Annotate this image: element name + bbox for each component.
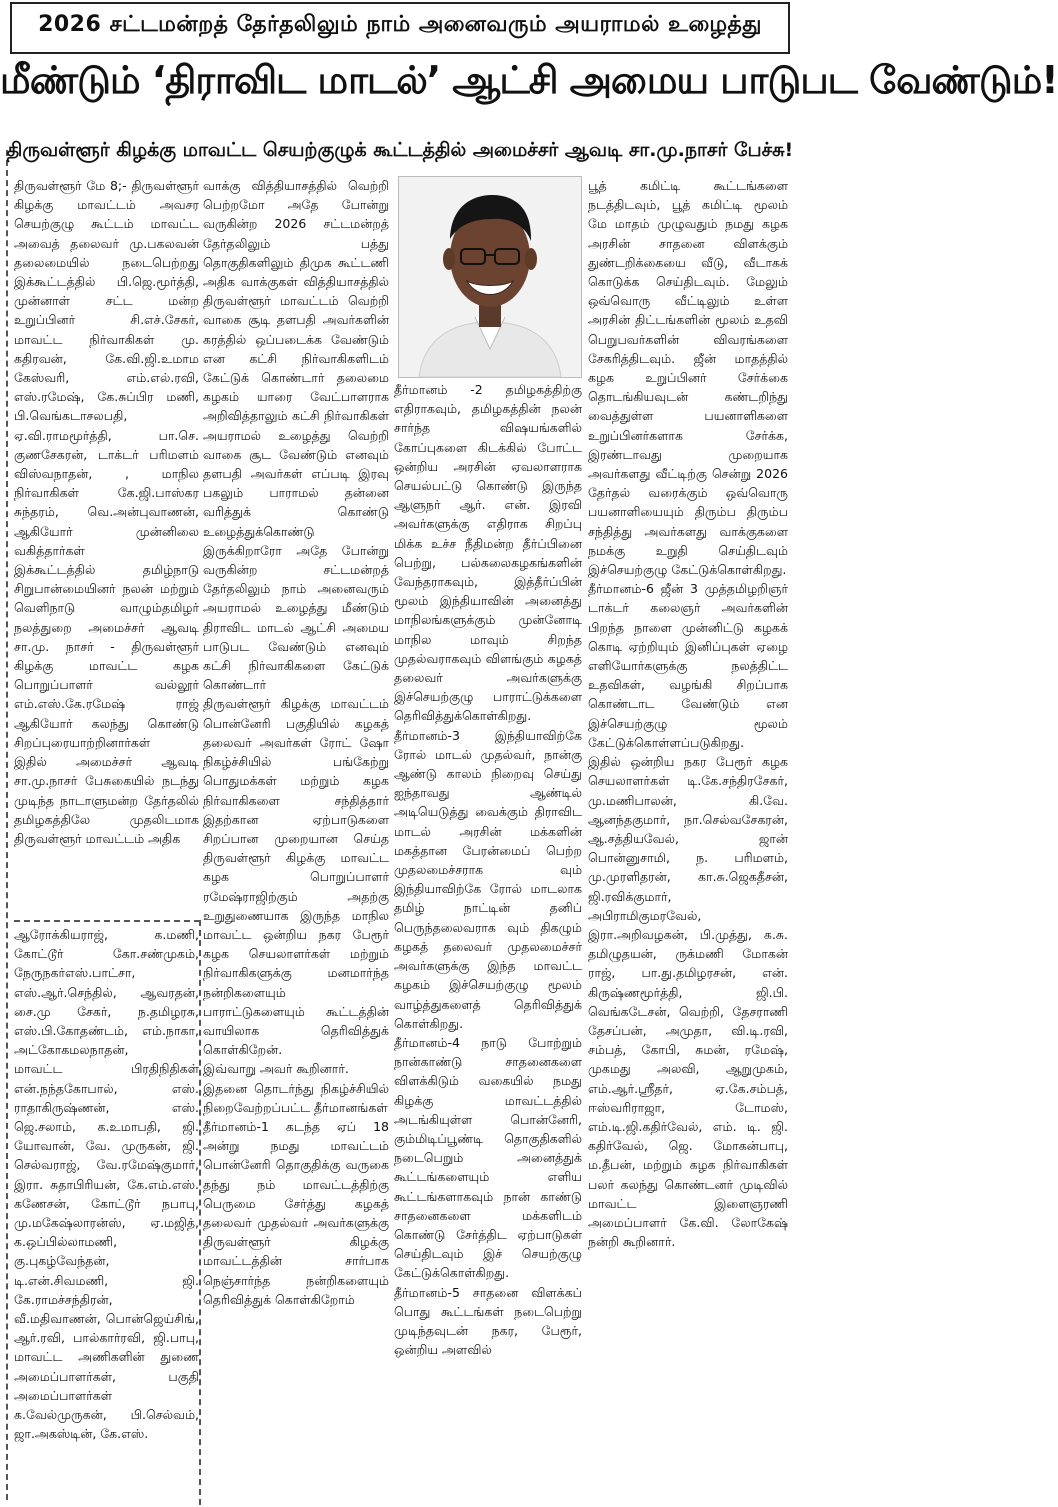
paragraph: பூத் கமிட்டி கூட்டங்களை நடத்திடவும், பூத் கமிட்டி மூலம் மே மாதம் முழுவதும் நமது கழக அரசின் சாதனை விளக்கும் துண்டறிக்கையை வீடு, வீடாகக் கொடுக்க செய்திடவும். மேலும் ஒவ்வொரு வீட்டிலும் உள்ள அரசின் திட்டங்களின் மூலம் உதவி பெறுபவர்களின் விவரங்களை சேகரித்திடவும். ஜீன் மாதத்தில் கழக உறுப்பினர் சேர்க்கை தொடங்கியவுடன் கண்டறிந்து வைத்துள்ள பயனாளிகளை உறுப்பினர்களாக சேர்க்க, இரண்டாவது முறையாக அவர்களது வீட்டிற்கு சென்று 2026 தேர்தல் வரைக்கும் ஒவ்வொரு பயனாளியையும் திரும்ப திரும்ப சந்தித்து அவர்களது வாக்குகளை நமக்கு உறுதி செய்திடவும் இச்செயற்குழு கேட்டுக்கொள்கிறது. bbox=[588, 178, 788, 578]
paragraph: இவ்வாறு அவர் கூறினார். bbox=[203, 1061, 349, 1077]
paragraph: இதனை தொடர்ந்து நிகழ்ச்சியில் நிறைவேற்றப்பட்ட தீர்மானங்கள் bbox=[203, 1080, 389, 1115]
paragraph: மாவட்ட பிரதிநிதிகள் என்.நந்தகோபால், எஸ். ராதாகிருஷ்ணன், எஸ். ஜெ.சலாம், க.உமாபதி, ஜி. யோவான், வே. முருகன், ஜி. செல்வராஜ், வே.ரமேஷ்குமார், இரா. சுதாபிரியன், கே.எம்.எஸ். கணேசன், கோட்டூர் நபாபு, மு.மகேஷ்லாரன்ஸ், ஏ.மஜித், க.ஒப்பில்லாமணி, கு.புகழ்வேந்தன், டி.என்.சிவமணி, ஜி. கே.ராமச்சந்திரன், வீ.மதிவாணன், பொன்ஜெய்சிங், ஆர்.ரவி, பால்கார்ரவி, ஜி.பாபு, மாவட்ட அணிகளின் துணை அமைப்பாளர்கள், பகுதி அமைப்பாளர்கள் க.வேல்முருகன், பி.செல்வம், ஜா.அகஸ்டின், கே.எஸ். bbox=[14, 1061, 199, 1442]
kicker-line: 2026 சட்டமன்றத் தேர்தலிலும் நாம் அனைவரும் அயராமல் உழைத்து bbox=[38, 12, 762, 37]
article-column-1-continued bbox=[14, 925, 199, 1443]
paragraph: தீர்மானம்-3 இந்தியாவிற்கே ரோல் மாடல் முதல்வர், நான்கு ஆண்டு காலம் நிறைவு செய்து ஐந்தாவது ஆண்டில் அடியெடுத்து வைக்கும் திராவிட மாடல் அரசின் மக்களின் மகத்தான பேரன்மைப் பெற்ற முதலமைச்சராக வும் இந்தியாவிற்கே ரோல் மாடலாக தமிழ் நாட்டின் தனிப் பெருந்தலைவராக வும் திகழும் கழகத் தலைவர் முதலமைச்சர் அவர்களுக்கு இந்த மாவட்ட கழகம் இச்செயற்குழு மூலம் வாழ்த்துகளைத் தெரிவித்துக் கொள்கிறது. bbox=[394, 727, 582, 1031]
paragraph: தீர்மானம் -2 தமிழகத்திற்கு எதிராகவும், தமிழகத்தின் நலன் சார்ந்த விஷயங்களில் கோப்புகளை கிடக்கில் போட்ட ஒன்றிய அரசின் ஏவலாளராக செயல்பட்டு கொண்டு இருந்த ஆளுநர் ஆர். என். இரவி அவர்களுக்கு எதிராக சிறப்பு மிக்க உச்ச நீதிமன்ற தீர்ப்பினை பெற்று, பல்கலைகழகங்களின் வேந்தராகவும், இத்தீர்ப்பின் மூலம் இந்தியாவின் அனைத்து மாநிலங்களுக்கும் முன்னோடி மாநில மாவும் சிறந்த முதல்வராகவும் விளங்கும் கழகத் தலைவர் அவர்களுக்கு இச்செயற்குழு பாராட்டுக்களை தெரிவித்துக்கொள்கிறது. bbox=[394, 382, 582, 724]
paragraph: திருவள்ளூர் கிழக்கு மாவட்டம் பொன்னேரி பகுதியில் கழகத் தலைவர் அவர்கள் ரோட் ஷோ நிகழ்ச்சியில் பங்கேற்று பொதுமக்கள் மற்றும் கழக நிர்வாகிகளை சந்தித்தார் இதற்கான ஏற்பாடுகளை சிறப்பான முறையான செய்த திருவள்ளூர் கிழக்கு மாவட்ட கழக பொறுப்பாளர் ரமேஷ்ராஜிற்கும் அதற்கு உறுதுணையாக இருந்த மாநில மாவட்ட ஒன்றிய நகர பேரூர் கழக செயலாளர்கள் மற்றும் நிர்வாகிகளுக்கு மனமார்ந்த நன்றிகளையும் பாராட்டுகளையும் கூட்டத்தின் வாயிலாக தெரிவித்துக் கொள்கிறேன். bbox=[203, 696, 389, 1058]
paragraph: இதில் ஒன்றிய நகர பேரூர் கழக செயலாளர்கள் டி.கே.சந்திரசேகர், மு.மணிபாலன், கி.வே. ஆனந்தகுமார், நா.செல்வசேகரன், ஆ.சத்தியவேல், ஜான் பொன்னுசாமி, ந. பரிமளம், மு.முரளிதரன், கா.சு.ஜெகதீசன், ஜி.ரவிக்குமார், அபிராமிகுமரவேல், இரா.அறிவழகன், பி.முத்து, க.சு. தமிழுதயன், ருக்மணி மோகன் ராஜ், பா.து.தமிழரசன், என். கிருஷ்ணமூர்த்தி, ஜி.பி. வெங்கடேசன், வெற்றி, தேசராணி தேசப்பன், அமுதா, வி.டி.ரவி, சம்பத், கோபி, சுமன், ரமேஷ், முகமது அலவி, ஆறுமுகம், எம்.ஆர்.ஸ்ரீதர், ஏ.கே.சம்பத், ஈஸ்வரிராஜா, டோமஸ், எம்.டி.ஜி.கதிர்வேல், எம். டி. ஜி. கதிர்வேல், ஜெ. மோகன்பாபு, ம.தீபன், மற்றும் கழக நிர்வாகிகள் பலர் கலந்து கொண்டனர் முடிவில் மாவட்ட இளைஞரணி அமைப்பாளர் கே.வி. லோகேஷ் நன்றி கூறினார். bbox=[588, 754, 788, 1250]
subheadline: திருவள்ளூர் கிழக்கு மாவட்ட செயற்குழுக் கூட்டத்தில் அமைச்சர் ஆவடி சா.மு.நாசர் பேச்சு! bbox=[6, 139, 794, 161]
paragraph: தீர்மானம்-4 நாடு போற்றும் நான்காண்டு சாதனைகளை விளக்கிடும் வகையில் நமது கிழக்கு மாவட்டத்தில் அடங்கியுள்ள பொன்னேரி, கும்மிடிப்பூண்டி தொகுதிகளில் நடைபெறும் அனைத்துக் கூட்டங்களையும் எளிய கூட்டங்களாகவும் நான் காண்டு சாதனைகளை மக்களிடம் கொண்டு சேர்த்திட ஏற்பாடுகள் செய்திடவும் இச் செயற்குழு கேட்டுக்கொள்கிறது. bbox=[394, 1034, 582, 1281]
article-column-4 bbox=[588, 176, 788, 1251]
paragraph: இதில் அமைச்சர் ஆவடி சா.மு.நாசர் பேசுகையில் நடந்து முடிந்த நாடாளுமன்ற தேர்தலில் தமிழகத்திலே முதலிடமாக திருவள்ளூர் மாவட்டம் அதிக bbox=[14, 754, 199, 846]
paragraph: இக்கூட்டத்தில் தமிழ்நாடு சிறுபான்மையினர் நலன் மற்றும் வெளிநாடு வாழும்தமிழர் நலத்துறை அமைச்சர் ஆவடி சா.மு. நாசர் - திருவள்ளூர் கிழக்கு மாவட்ட கழக பொறுப்பாளர் வல்லூர் எம்.எஸ்.கே.ரமேஷ் ராஜ் ஆகியோர் கலந்து கொண்டு சிறப்புரையாற்றினார்கள் bbox=[14, 562, 199, 750]
headline: மீண்டும் ‘திராவிட மாடல்’ ஆட்சி அமைய பாடுபட வேண்டும்! bbox=[0, 58, 1058, 102]
column-rule-left bbox=[6, 150, 8, 1500]
paragraph: வாக்கு வித்தியாசத்தில் வெற்றி பெற்றமோ அதே போன்று வருகின்ற 2026 சட்டமன்றத் தேர்தலிலும் பத்து தொகுதிகளிலும் திமுக கூட்டணி அதிக வாக்குகள் வித்தியாசத்தில் திருவள்ளூர் மாவட்டம் வெற்றி வாகை சூடி தளபதி அவர்களின் கரத்தில் ஒப்படைக்க வேண்டும் என கட்சி நிர்வாகிகளிடம் கேட்டுக் கொண்டார் தலைமை கழகம் யாரை வேட்பாளராக அறிவித்தாலும் கட்சி நிர்வாகிகள் அயராமல் உழைத்து வெற்றி வாகை சூட வேண்டும் எனவும் தளபதி அவர்கள் எப்படி இரவு பகலும் பாராமல் தன்னை வரித்துக் கொண்டு உழைத்துக்கொண்டு இருக்கிறாரோ அதே போன்று வருகின்ற சட்டமன்றத் தேர்தலிலும் நாம் அனைவரும் அயராமல் உழைத்து மீண்டும் திராவிட மாடல் ஆட்சி அமைய பாடுபட வேண்டும் எனவும் கட்சி நிர்வாகிகளை கேட்டுக் கொண்டார் bbox=[203, 178, 389, 693]
boxed-section-rule-vertical bbox=[199, 920, 201, 1505]
article-column-1 bbox=[14, 176, 199, 848]
paragraph: தீர்மானம்-1 கடந்த ஏப் 18 அன்று நமது மாவட்டம் பொன்னேரி தொகுதிக்கு வருகை தந்து நம் மாவட்டத்திற்கு பெருமை சேர்த்து கழகத் தலைவர் முதல்வர் அவர்களுக்கு திருவள்ளூர் கிழக்கு மாவட்டத்தின் சார்பாக நெஞ்சார்ந்த நன்றிகளையும் தெரிவித்துக் கொள்கிறோம் bbox=[203, 1118, 389, 1307]
paragraph: திருவள்ளூர் மே 8;- திருவள்ளூர் கிழக்கு மாவட்டம் அவசர செயற்குழு கூட்டம் மாவட்ட அவைத் தலைவர் மு.பகலவன் தலைமையில் நடைபெற்றது இக்கூட்டத்தில் பி.ஜெ.மூர்த்தி, முன்னாள் சட்ட மன்ற உறுப்பினர் சி.எச்.சேகர், மாவட்ட நிர்வாகிகள் மு. கதிரவன், கே.வி.ஜி.உமாம கேஸ்வரி, எம்.எல்.ரவி, எஸ்.ரமேஷ், கே.சுப்பிர மணி, பி.வெங்கடாசலபதி, ஏ.வி.ராமமூர்த்தி, பா.செ. குணசேகரன், டாக்டர் பரிமளம் விஸ்வநாதன், , மாநில நிர்வாகிகள் கே.ஜி.பாஸ்கர சுந்தரம், வெ.அன்புவாணன், ஆகியோர் முன்னிலை வகித்தார்கள் bbox=[14, 178, 199, 558]
paragraph: ஆரோக்கியராஜ், க.மணி, கோட்டூர் கோ.சண்முகம், நேருநகர்எஸ்.பாட்சா, எஸ்.ஆர்.செந்தில், ஆவரதன், சை.மு சேகர், ந.தமிழரசு, எஸ்.பி.கோதண்டம், எம்.நாகா, அட்கோகமலநாதன், bbox=[14, 927, 199, 1058]
article-column-2 bbox=[203, 176, 389, 1309]
minister-portrait-photo bbox=[398, 176, 582, 378]
boxed-section-rule bbox=[14, 920, 200, 922]
paragraph: தீர்மானம்-5 சாதனை விளக்கப் பொது கூட்டங்கள் நடைபெற்று முடிந்தவுடன் நகர, பேரூர், ஒன்றிய அளவில் bbox=[394, 1284, 582, 1358]
article-column-3 bbox=[394, 380, 582, 1359]
paragraph: தீர்மானம்-6 ஜீன் 3 முத்தமிழறிஞர் டாக்டர் கலைஞர் அவர்களின் பிறந்த நாளை முன்னிட்டு கழகக் கொடி ஏற்றியும் இனிப்புகள் ஏழை எளியோர்களுக்கு நலத்திட்ட உதவிகள், வழங்கி சிறப்பாக கொண்டாட வேண்டும் என இச்செயற்குழு மூலம் கேட்டுக்கொள்ளப்படுகிறது. bbox=[588, 581, 788, 750]
portrait-illustration bbox=[399, 177, 581, 377]
